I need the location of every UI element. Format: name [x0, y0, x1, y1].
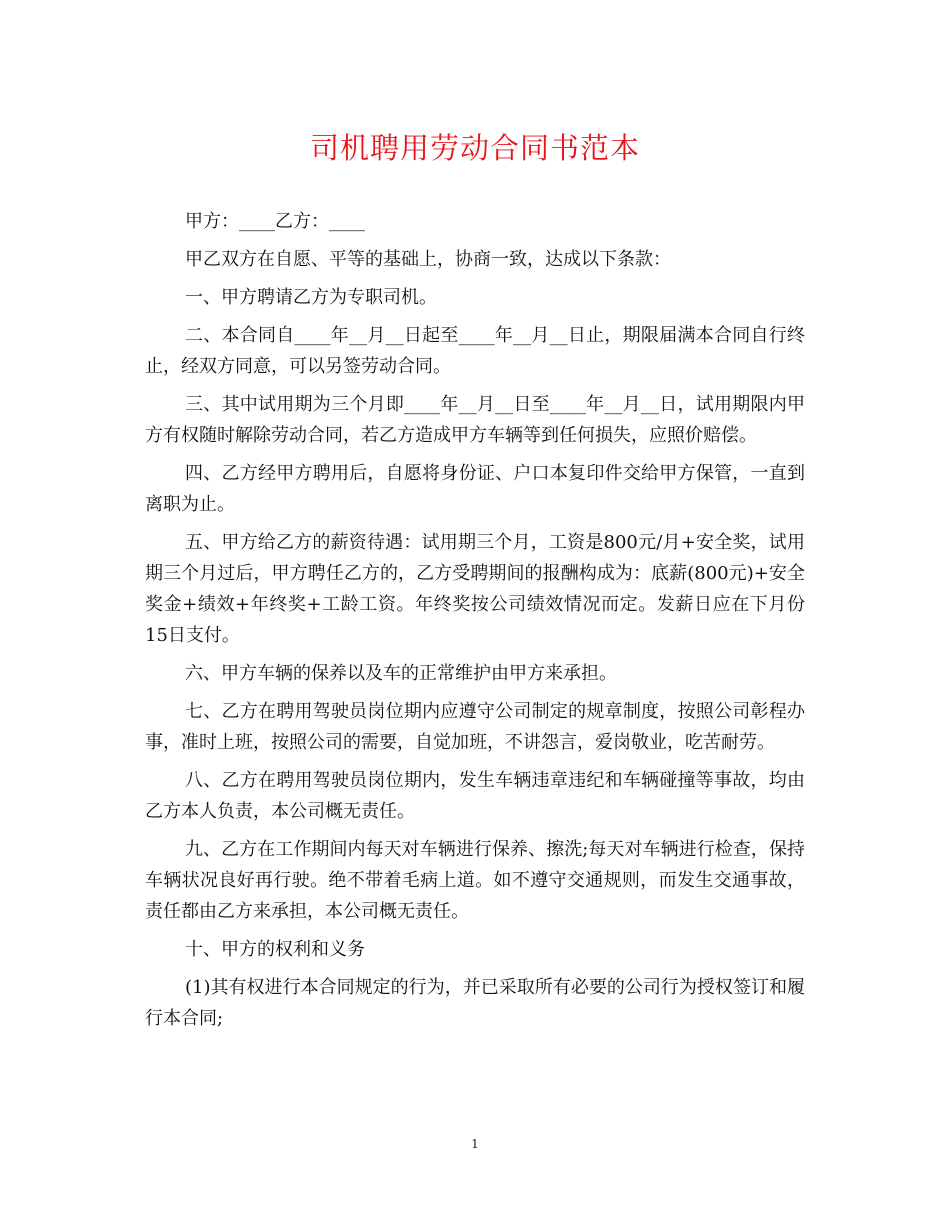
clause-2: 二、本合同自____年__月__日起至____年__月__日止，期限届满本合同自行终止，经双方同意，可以另签劳动合同。	[145, 325, 805, 377]
clause-5: 五、甲方给乙方的薪资待遇：试用期三个月，工资是800元/月+安全奖，试用期三个月过后，甲方聘任乙方的，乙方受聘期间的报酬构成为：底薪(800元)+安全奖金+绩效+年终奖+工龄工资。年终奖按公司绩效情况而定。发薪日应在下月份15日支付。	[145, 532, 805, 646]
clause-6: 六、甲方车辆的保养以及车的正常维护由甲方来承担。	[185, 663, 617, 684]
clause-8: 八、乙方在聘用驾驶员岗位期内，发生车辆违章违纪和车辆碰撞等事故，均由乙方本人负责，本公司概无责任。	[145, 770, 805, 822]
clause-3: 三、其中试用期为三个月即____年__月__日至____年__月__日，试用期限内甲方有权随时解除劳动合同，若乙方造成甲方车辆等到任何损失，应照价赔偿。	[145, 394, 805, 446]
preamble: 甲乙双方在自愿、平等的基础上，协商一致，达成以下条款：	[185, 249, 671, 270]
clause-7: 七、乙方在聘用驾驶员岗位期内应遵守公司制定的规章制度，按照公司彰程办事，准时上班，按照公司的需要，自觉加班，不讲怨言，爱岗敬业，吃苦耐劳。	[145, 701, 805, 753]
clause-10-heading: 十、甲方的权利和义务	[185, 939, 365, 960]
document-body	[145, 206, 805, 1041]
party-line: 甲方：____乙方：____	[185, 211, 365, 232]
clause-4: 四、乙方经甲方聘用后，自愿将身份证、户口本复印件交给甲方保管，一直到离职为止。	[145, 463, 805, 515]
clause-9: 九、乙方在工作期间内每天对车辆进行保养、擦洗;每天对车辆进行检查，保持车辆状况良好再行驶。绝不带着毛病上道。如不遵守交通规则，而发生交通事故，责任都由乙方来承担，本公司概无责任。	[145, 839, 805, 922]
document-title: 司机聘用劳动合同书范本	[309, 131, 640, 165]
clause-1: 一、甲方聘请乙方为专职司机。	[185, 287, 437, 308]
clause-10-item-1: (1)其有权进行本合同规定的行为，并已采取所有必要的公司行为授权签订和履行本合同;	[145, 977, 805, 1029]
page-number: 1	[471, 1137, 479, 1151]
